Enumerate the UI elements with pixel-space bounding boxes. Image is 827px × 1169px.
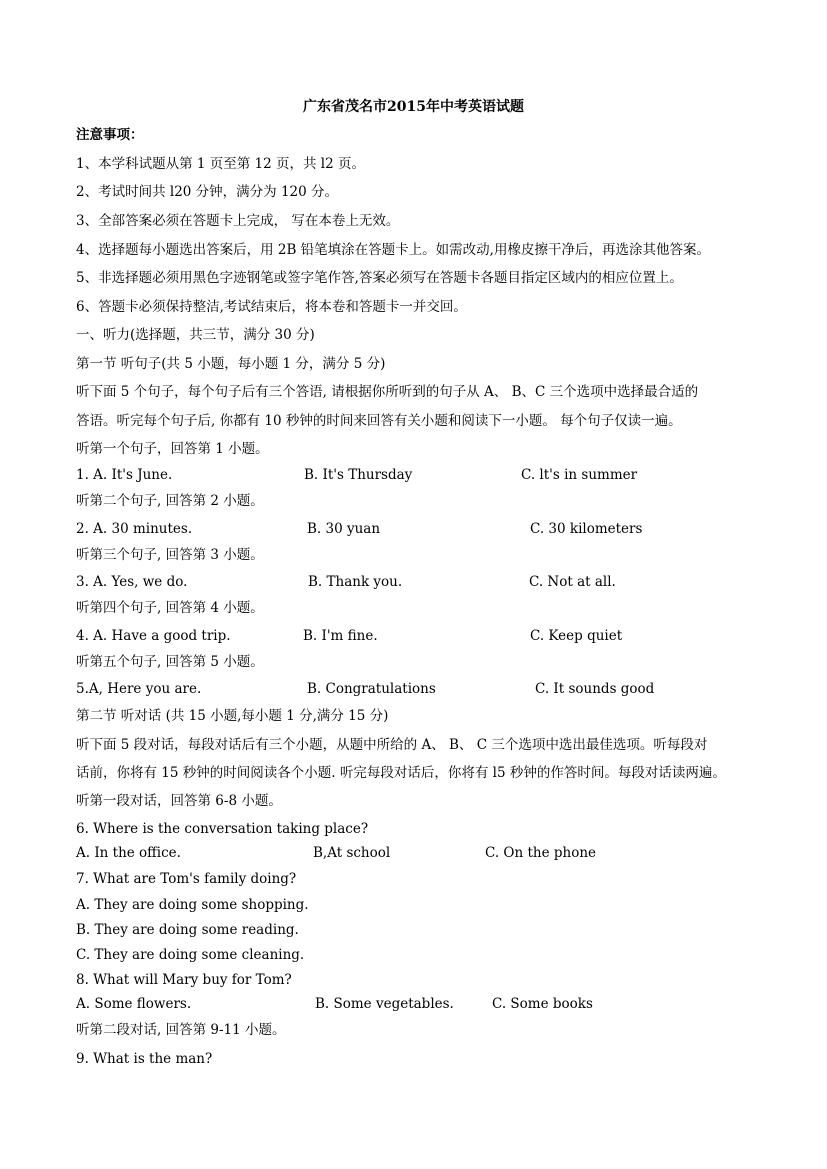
notice-item: 6、答题卡必须保持整洁,考试结束后，将本卷和答题卡一并交回。 (76, 299, 467, 315)
question-prompt: 听第三个句子, 回答第 3 小题。 (76, 547, 264, 563)
option-c: C. lt's in summer (521, 467, 638, 483)
option-c: C. Keep quiet (530, 628, 623, 644)
question-options-row (0, 521, 827, 539)
question-prompt: 听第五个句子, 回答第 5 小题。 (76, 654, 264, 670)
notice-item: 3、全部答案必须在答题卡上完成， 写在本卷上无效。 (76, 213, 400, 229)
question-stem: 9. What is the man? (76, 1051, 213, 1067)
section2-heading: 第二节 听对话 (共 15 小题,每小题 1 分,满分 15 分) (76, 708, 389, 724)
question-stem: 6. Where is the conversation taking place? (76, 821, 369, 837)
option-a: 5.A, Here you are. (76, 681, 202, 697)
option-a: 1. A. It's June. (76, 467, 173, 483)
question-stem: 7. What are Tom's family doing? (76, 871, 297, 887)
part1-heading: 一、听力(选择题，共三节，满分 30 分) (76, 327, 315, 343)
section1-instruction: 听下面 5 个句子，每个句子后有三个答语, 请根据你所听到的句子从 A、 B、C 三个选项中选择最合适的 (76, 384, 699, 400)
section1-heading: 第一节 听句子(共 5 小题，每小题 1 分，满分 5 分) (76, 356, 386, 372)
question-options-row (0, 467, 827, 485)
question-options-row (0, 628, 827, 646)
question-prompt: 听第二个句子, 回答第 2 小题。 (76, 493, 264, 509)
option-c: C. Not at all. (529, 574, 616, 590)
option-a: A. Some flowers. (76, 996, 192, 1012)
question-prompt: 听第一个句子，回答第 1 小题。 (76, 441, 269, 457)
option-a: 3. A. Yes, we do. (76, 574, 188, 590)
notice-item: 5、非选择题必须用黑色字迹钢笔或签字笔作答,答案必须写在答题卡各题目指定区域内的相应位置上。 (76, 270, 683, 286)
question-stem: 8. What will Mary buy for Tom? (76, 972, 292, 988)
question-options-row (0, 574, 827, 592)
option-b: B,At school (313, 845, 391, 861)
question-options-row (0, 845, 827, 863)
option-b: B. Congratulations (307, 681, 436, 697)
option-b: B. Some vegetables. (315, 996, 454, 1012)
dialog-prompt: 听第二段对话, 回答第 9-11 小题。 (76, 1022, 286, 1038)
section1-instruction: 答语。听完每个句子后, 你都有 10 秒钟的时间来回答有关小题和阅读下一小题。 每个句子仅读一遍。 (76, 413, 682, 429)
option-a: A. They are doing some shopping. (76, 897, 309, 913)
option-c: C. They are doing some cleaning. (76, 947, 305, 963)
option-c: C. 30 kilometers (530, 521, 643, 537)
question-prompt: 听第四个句子, 回答第 4 小题。 (76, 600, 264, 616)
option-b: B. They are doing some reading. (76, 922, 299, 938)
page-title: 广东省茂名市2015年中考英语试题 (303, 99, 524, 115)
question-options-row (0, 996, 827, 1014)
option-c: C. It sounds good (535, 681, 655, 697)
option-b: B. I'm fine. (303, 628, 378, 644)
question-options-row (0, 681, 827, 699)
option-b: B. 30 yuan (307, 521, 381, 537)
notice-item: 4、选择题每小题选出答案后，用 2B 铅笔填涂在答题卡上。如需改动,用橡皮擦干净后，再选涂其他答案。 (76, 242, 710, 258)
section2-instruction: 听下面 5 段对话，每段对话后有三个小题，从题中所给的 A、 B、 C 三个选项中选出最佳选项。听每段对 (76, 737, 708, 753)
option-b: B. Thank you. (308, 574, 403, 590)
section2-instruction: 话前，你将有 15 秒钟的时间阅读各个小题. 听完每段对话后，你将有 l5 秒钟的作答时间。每段对话读两遍。 (76, 765, 726, 781)
notice-item: 1、本学科试题从第 1 页至第 12 页，共 l2 页。 (76, 156, 366, 172)
option-a: 4. A. Have a good trip. (76, 628, 231, 644)
option-c: C. Some books (492, 996, 593, 1012)
option-b: B. It's Thursday (304, 467, 413, 483)
option-a: A. In the office. (76, 845, 181, 861)
option-c: C. On the phone (485, 845, 597, 861)
option-a: 2. A. 30 minutes. (76, 521, 193, 537)
dialog-prompt: 听第一段对话，回答第 6-8 小题。 (76, 793, 282, 809)
notice-item: 2、考试时间共 l20 分钟，满分为 120 分。 (76, 184, 339, 200)
notice-heading: 注意事项： (76, 127, 144, 143)
